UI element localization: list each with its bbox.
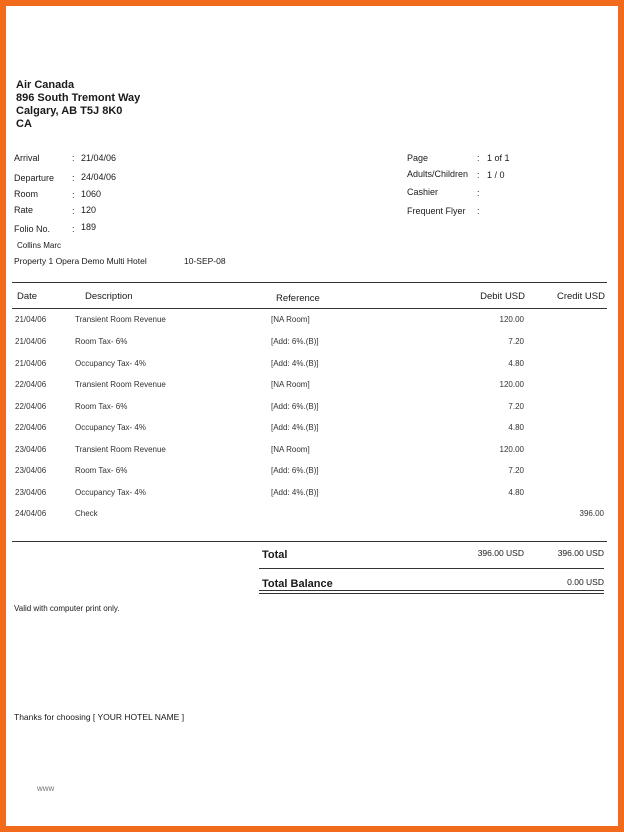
row-credit: 396.00: [579, 509, 604, 518]
page-colon: :: [477, 153, 480, 163]
total-balance-value: 0.00 USD: [567, 577, 604, 587]
rate-value: 120: [81, 205, 97, 215]
total-rule: [259, 568, 604, 569]
address-line-1: Air Canada: [16, 79, 75, 91]
row-date: 21/04/06: [15, 337, 47, 346]
row-date: 23/04/06: [15, 445, 47, 454]
departure-value: 24/04/06: [81, 172, 117, 182]
adults-children-colon: :: [477, 170, 480, 180]
row-date: 23/04/06: [15, 466, 47, 475]
row-date: 24/04/06: [15, 509, 47, 518]
table-bottom-rule: [12, 541, 607, 542]
watermark-text: www: [37, 784, 55, 793]
row-reference: [Add: 4%.(B)]: [271, 488, 319, 497]
row-description: Room Tax- 6%: [75, 466, 128, 475]
room-label: Room: [14, 189, 39, 199]
header-credit: Credit USD: [556, 291, 605, 302]
row-date: 23/04/06: [15, 488, 47, 497]
row-reference: [NA Room]: [271, 380, 310, 389]
total-credit: 396.00 USD: [557, 548, 604, 558]
cashier-colon: :: [477, 188, 480, 198]
row-reference: [Add: 6%.(B)]: [271, 402, 319, 411]
row-reference: [Add: 4%.(B)]: [271, 359, 319, 368]
row-debit: 7.20: [508, 466, 524, 475]
departure-colon: :: [72, 173, 75, 183]
address-line-3: Calgary, AB T5J 8K0: [16, 105, 123, 117]
adults-children-label: Adults/Children: [407, 169, 469, 179]
row-description: Transient Room Revenue: [75, 445, 166, 454]
row-date: 22/04/06: [15, 380, 47, 389]
row-date: 21/04/06: [15, 315, 47, 324]
frequent-flyer-colon: :: [477, 206, 480, 216]
property-name: Property 1 Opera Demo Multi Hotel: [14, 256, 147, 266]
cashier-label: Cashier: [407, 187, 439, 197]
folio-no-colon: :: [72, 224, 75, 234]
row-date: 22/04/06: [15, 423, 47, 432]
folio-no-label: Folio No.: [14, 224, 51, 234]
rate-label: Rate: [14, 205, 34, 215]
page-value: 1 of 1: [487, 153, 510, 163]
page-label: Page: [407, 153, 429, 163]
row-description: Check: [75, 509, 98, 518]
row-reference: [Add: 4%.(B)]: [271, 423, 319, 432]
folio-no-value: 189: [81, 222, 97, 232]
row-reference: [NA Room]: [271, 445, 310, 454]
row-description: Transient Room Revenue: [75, 315, 166, 324]
departure-label: Departure: [14, 173, 55, 183]
row-debit: 7.20: [508, 337, 524, 346]
row-reference: [Add: 6%.(B)]: [271, 337, 319, 346]
row-description: Room Tax- 6%: [75, 337, 128, 346]
row-debit: 120.00: [499, 315, 524, 324]
guest-name: Collins Marc: [17, 241, 62, 250]
arrival-value: 21/04/06: [81, 153, 117, 163]
row-description: Room Tax- 6%: [75, 402, 128, 411]
arrival-label: Arrival: [14, 153, 40, 163]
row-reference: [NA Room]: [271, 315, 310, 324]
row-debit: 7.20: [508, 402, 524, 411]
valid-note: Valid with computer print only.: [14, 604, 120, 613]
row-description: Transient Room Revenue: [75, 380, 166, 389]
address-line-4: CA: [16, 118, 32, 130]
total-label: Total: [262, 549, 288, 561]
balance-rule-1: [259, 590, 604, 591]
header-description: Description: [85, 291, 133, 302]
address-line-2: 896 South Tremont Way: [16, 92, 141, 104]
row-debit: 120.00: [499, 380, 524, 389]
row-debit: 4.80: [508, 423, 524, 432]
table-top-rule: [12, 282, 607, 283]
frequent-flyer-label: Frequent Flyer: [407, 206, 466, 216]
row-debit: 120.00: [499, 445, 524, 454]
room-colon: :: [72, 190, 75, 200]
thanks-note: Thanks for choosing [ YOUR HOTEL NAME ]: [14, 712, 185, 722]
table-header-rule: [12, 308, 607, 309]
room-value: 1060: [81, 189, 102, 199]
arrival-colon: :: [72, 153, 75, 163]
row-description: Occupancy Tax- 4%: [75, 423, 146, 432]
row-description: Occupancy Tax- 4%: [75, 359, 146, 368]
total-debit: 396.00 USD: [477, 548, 524, 558]
row-date: 21/04/06: [15, 359, 47, 368]
row-date: 22/04/06: [15, 402, 47, 411]
row-debit: 4.80: [508, 359, 524, 368]
row-debit: 4.80: [508, 488, 524, 497]
header-date: Date: [17, 291, 38, 302]
header-debit: Debit USD: [480, 291, 525, 302]
rate-colon: :: [72, 206, 75, 216]
row-description: Occupancy Tax- 4%: [75, 488, 146, 497]
print-date: 10-SEP-08: [184, 256, 226, 266]
balance-rule-2: [259, 593, 604, 594]
total-balance-label: Total Balance: [262, 578, 333, 590]
header-reference: Reference: [276, 293, 320, 304]
row-reference: [Add: 6%.(B)]: [271, 466, 319, 475]
adults-children-value: 1 / 0: [487, 170, 505, 180]
